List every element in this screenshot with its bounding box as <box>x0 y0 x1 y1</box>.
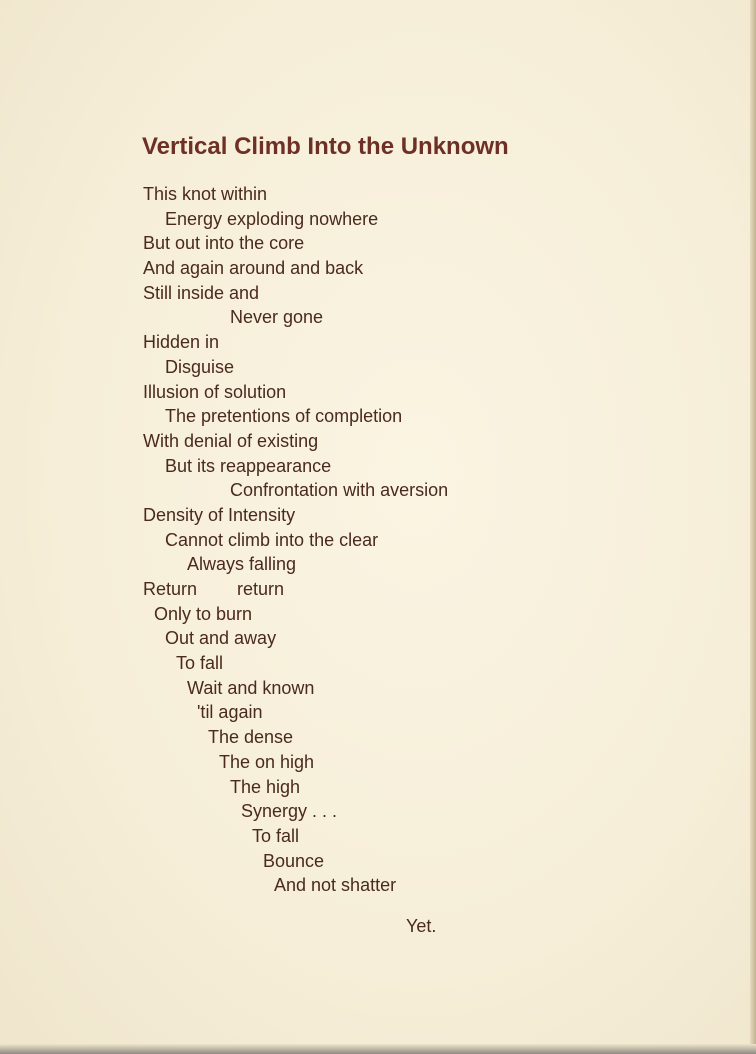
poem-body <box>143 182 733 898</box>
poem-line: The dense <box>208 727 294 748</box>
poem-line: The on high <box>219 751 315 772</box>
poem-title: Vertical Climb Into the Unknown <box>142 133 509 160</box>
poem-line: Hidden in <box>143 332 220 353</box>
poem-line: Still inside and <box>143 282 260 303</box>
poem-line: Energy exploding nowhere <box>165 208 379 229</box>
poem-line: And not shatter <box>274 875 397 896</box>
poem-line: Bounce <box>263 850 325 871</box>
poem-line: Never gone <box>230 307 324 328</box>
poem-line: But its reappearance <box>165 455 332 476</box>
poem-line: Always falling <box>187 554 297 575</box>
poem-ending: Yet. <box>406 916 437 936</box>
poem-line: But out into the core <box>143 233 305 254</box>
poem-line: Return return <box>143 579 285 599</box>
poem-line: Disguise <box>165 356 235 377</box>
poem-line: Synergy . . . <box>241 801 338 822</box>
poem-line: Out and away <box>165 628 277 649</box>
poem-line: To fall <box>252 825 300 846</box>
poem-line: Confrontation with aversion <box>230 480 449 501</box>
page-edge-right <box>750 0 756 1054</box>
poem-line: To fall <box>176 653 224 674</box>
poem-line: 'til again <box>197 702 263 723</box>
poem-line: Illusion of solution <box>143 381 287 402</box>
poem-line: The high <box>230 776 301 797</box>
poem-line: Wait and known <box>187 677 315 698</box>
poem-line: And again around and back <box>143 258 364 279</box>
poem-line: Density of Intensity <box>143 504 296 525</box>
poem-line: The pretentions of completion <box>165 406 403 427</box>
poem-line: This knot within <box>143 184 268 204</box>
poem-line: With denial of existing <box>143 430 319 451</box>
poem-line: Cannot climb into the clear <box>165 529 379 550</box>
poem-line: Only to burn <box>154 603 253 624</box>
page-edge-bottom <box>0 1044 756 1054</box>
